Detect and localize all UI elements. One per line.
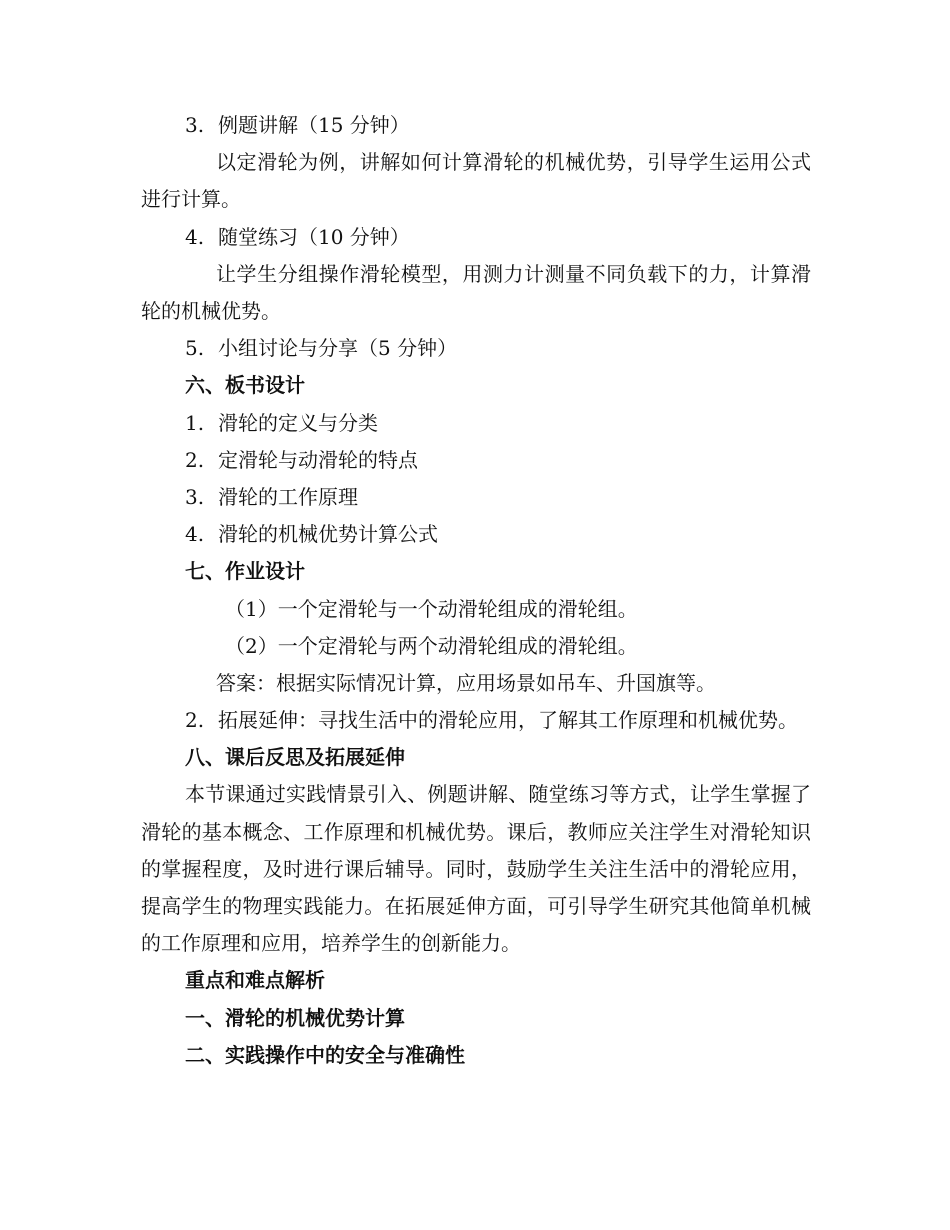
step-3-paragraph: 以定滑轮为例，讲解如何计算滑轮的机械优势，引导学生运用公式进行计算。 [141,150,811,212]
key-points-heading: 重点和难点解析 [185,968,325,993]
key-point-1-heading: 一、滑轮的机械优势计算 [185,1005,405,1030]
board-item-1: 1. 滑轮的定义与分类 [185,410,378,435]
section-6-heading: 六、板书设计 [185,373,305,398]
step-5-heading: 5. 小组讨论与分享（5 分钟） [185,336,458,361]
homework-sub-item-2: （2）一个定滑轮与两个动滑轮组成的滑轮组。 [225,633,638,658]
section-8-heading: 八、课后反思及拓展延伸 [185,745,405,770]
step-3-heading: 3. 例题讲解（15 分钟） [185,113,410,137]
document-page [141,107,811,1074]
homework-answer: 答案：根据实际情况计算，应用场景如吊车、升国旗等。 [216,670,716,695]
key-point-2-heading: 二、实践操作中的安全与准确性 [185,1042,465,1067]
step-4-paragraph: 让学生分组操作滑轮模型，用测力计测量不同负载下的力，计算滑轮的机械优势。 [141,261,811,323]
section-7-heading: 七、作业设计 [185,559,305,584]
board-item-4: 4. 滑轮的机械优势计算公式 [185,522,438,547]
step-4-heading: 4. 随堂练习（10 分钟） [185,224,410,249]
reflection-paragraph: 本节课通过实践情景引入、例题讲解、随堂练习等方式，让学生掌握了滑轮的基本概念、工作原理和机械优势。课后，教师应关注学生对滑轮知识的掌握程度，及时进行课后辅导。同时，鼓励学生关注生活中的滑轮应用，提高学生的物理实践能力。在拓展延伸方面，可引导学生研究其他简单机械的工作原理和应用，培养学生的创新能力。 [141,782,811,956]
board-item-2: 2. 定滑轮与动滑轮的特点 [185,447,418,472]
homework-sub-item-1: （1）一个定滑轮与一个动滑轮组成的滑轮组。 [225,596,638,621]
board-item-3: 3. 滑轮的工作原理 [185,484,358,509]
extension-paragraph: 2. 拓展延伸：寻找生活中的滑轮应用，了解其工作原理和机械优势。 [185,708,798,733]
